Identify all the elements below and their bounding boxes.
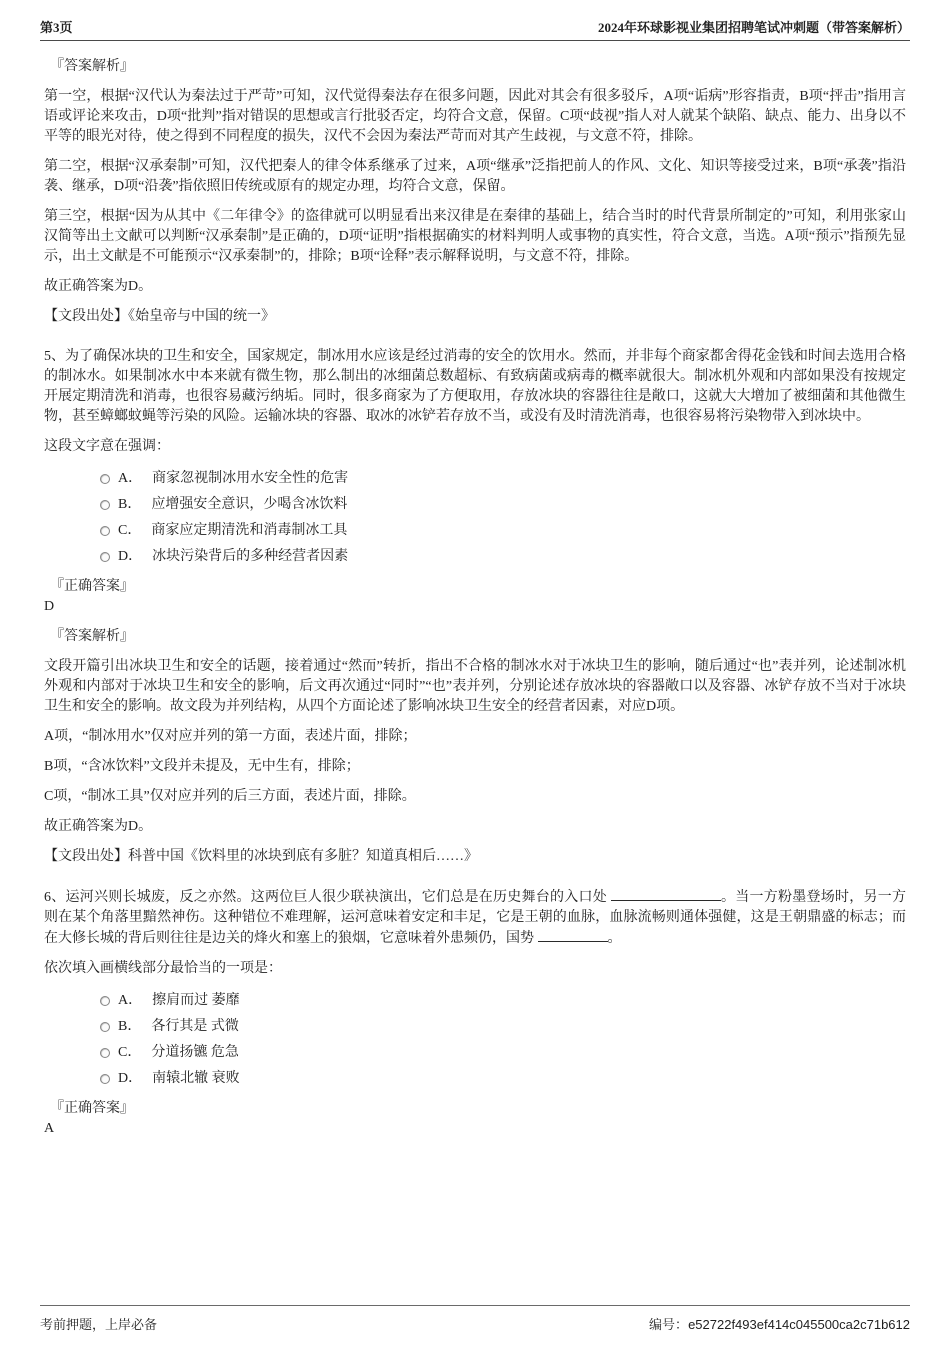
analysis-heading: 『答案解析』 xyxy=(50,59,134,74)
radio-button-icon[interactable] xyxy=(100,1074,110,1084)
question-5-prompt: 这段文字意在强调： xyxy=(44,439,170,454)
stem-text: 6、运河兴则长城废，反之亦然。这两位巨人很少联袂演出，它们总是在历史舞台的入口处 xyxy=(44,890,611,905)
option-label: B． xyxy=(118,497,142,512)
doc-id-value: e52722f493ef414c045500ca2c71b612 xyxy=(688,1317,910,1332)
footer-doc-id xyxy=(649,1314,910,1333)
option-note: C项，“制冰工具”仅对应并列的后三方面，表述片面，排除。 xyxy=(44,789,416,804)
radio-button-icon[interactable] xyxy=(100,1022,110,1032)
option-text: 冰块污染背后的多种经营者因素 xyxy=(152,549,349,564)
radio-button-icon[interactable] xyxy=(100,996,110,1006)
option-row-d[interactable] xyxy=(100,1069,906,1089)
option-row-b[interactable] xyxy=(100,495,906,515)
answer-conclusion: 故正确答案为D。 xyxy=(44,279,153,294)
analysis-paragraph: 文段开篇引出冰块卫生和安全的话题，接着通过“然而”转折，指出不合格的制冰水对于冰块卫生的影响，随后通过“也”表并列，论述制冰机外观和内部对于冰块卫生和安全的影响，后文再次通过“同时”“也”表并列，分别论述存放冰块的容器敞口以及容器、冰铲存放不当对于冰块卫生和安全的影响。故文段为并列结构，从四个方面论述了影响冰块卫生安全的经营者因素，对应D项。 xyxy=(44,659,906,714)
option-label: B． xyxy=(118,1019,142,1034)
option-label: A． xyxy=(118,471,143,486)
analysis-paragraph: 第一空，根据“汉代认为秦法过于严苛”可知，汉代觉得秦法存在很多问题，因此对其会有很多驳斥，A项“诟病”形容指责，B项“抨击”指用言语或评论来攻击，D项“批判”指对错误的思想或言行批驳否定，均符合文意，保留。C项“歧视”指人对人就某个缺陷、缺点、能力、出身以不平等的眼光对待，使之得到不同程度的损失，汉代不会因为秦法严苛而对其产生歧视，与文意不符，排除。 xyxy=(44,89,906,144)
radio-button-icon[interactable] xyxy=(100,474,110,484)
option-row-b[interactable] xyxy=(100,1017,906,1037)
correct-answer-value: D xyxy=(44,599,55,614)
radio-button-icon[interactable] xyxy=(100,552,110,562)
option-text: 各行其是 式微 xyxy=(151,1019,239,1034)
radio-button-icon[interactable] xyxy=(100,526,110,536)
doc-id-label: 编号： xyxy=(649,1317,689,1332)
stem-text: 。当一方粉墨登场时，另一方则在某个角落里黯然神伤。这种错位不难理解，运河意味着安定和丰足，它是王朝的血脉，血脉流畅则通体强健，这是王朝鼎盛的标志；而在大修长城的背后则往往是边关的烽火和塞上的狼烟，它意味着外患频仍，国势 xyxy=(44,890,906,946)
source-reference: 【文段出处】《始皇帝与中国的统一》 xyxy=(44,309,275,324)
question-6-prompt: 依次填入画横线部分最恰当的一项是： xyxy=(44,961,282,976)
document-title: 2024年环球影视业集团招聘笔试冲刺题（带答案解析） xyxy=(597,20,910,35)
analysis-paragraph: 第二空，根据“汉承秦制”可知，汉代把秦人的律令体系继承了过来，A项“继承”泛指把前人的作风、文化、知识等接受过来，B项“承袭”指沿袭、继承，D项“沿袭”指依照旧传统或原有的规定办理，均符合文意，保留。 xyxy=(44,159,906,194)
analysis-paragraph: 第三空，根据“因为从其中《二年律令》的盗律就可以明显看出来汉律是在秦律的基础上，结合当时的时代背景所制定的”可知，利用张家山汉简等出土文献可以判断“汉承秦制”是正确的，D项“证明”指根据确实的材料判明人或事物的真实性，符合文意，当选。A项“预示”指预先显示，出土文献是不可能预示“汉承秦制”的，排除；B项“诠释”表示解释说明，与文意不符，排除。 xyxy=(44,209,906,264)
page-footer xyxy=(40,1305,910,1333)
option-text: 商家忽视制冰用水安全性的危害 xyxy=(152,471,349,486)
question-6-options xyxy=(44,991,906,1089)
question-6-stem xyxy=(44,887,906,949)
page-content xyxy=(0,41,950,1139)
page-header xyxy=(40,0,910,41)
answer-conclusion: 故正确答案为D。 xyxy=(44,819,153,834)
correct-answer-value: A xyxy=(44,1121,55,1136)
option-note: A项，“制冰用水”仅对应并列的第一方面，表述片面，排除； xyxy=(44,729,417,744)
option-text: 擦肩而过 萎靡 xyxy=(152,993,240,1008)
correct-answer-heading: 『正确答案』 xyxy=(50,579,134,594)
option-row-c[interactable] xyxy=(100,1043,906,1063)
analysis-heading: 『答案解析』 xyxy=(50,629,134,644)
option-text: 商家应定期清洗和消毒制冰工具 xyxy=(151,523,348,538)
footer-slogan: 考前押题，上岸必备 xyxy=(40,1317,158,1332)
option-row-a[interactable] xyxy=(100,469,906,489)
option-label: C． xyxy=(118,1045,142,1060)
question-5-stem: 5、为了确保冰块的卫生和安全，国家规定，制冰用水应该是经过消毒的安全的饮用水。然而，并非每个商家都舍得花金钱和时间去选用合格的制冰水。如果制冰水中本来就有微生物，那么制出的冰细菌总数超标、有致病菌或病毒的概率就很大。制冰机外观和内部如果没有按规定开展定期清洗和消毒，也很容易藏污纳垢。同时，很多商家为了方便取用，存放冰块的容器往往是敞口，这就大大增加了被细菌和其他微生物，甚至蟑螂蚊蝇等污染的风险。运输冰块的容器、取冰的冰铲若存放不当，或没有及时清洗消毒，也很容易将污染物带入到冰块中。 xyxy=(44,349,906,424)
option-label: C． xyxy=(118,523,142,538)
source-reference: 【文段出处】科普中国《饮料里的冰块到底有多脏？知道真相后……》 xyxy=(44,849,478,864)
option-label: A． xyxy=(118,993,143,1008)
radio-button-icon[interactable] xyxy=(100,500,110,510)
blank-underline-2 xyxy=(538,928,608,942)
correct-answer-heading: 『正确答案』 xyxy=(50,1101,134,1116)
radio-button-icon[interactable] xyxy=(100,1048,110,1058)
question-5-options xyxy=(44,469,906,567)
option-row-c[interactable] xyxy=(100,521,906,541)
option-text: 应增强安全意识，少喝含冰饮料 xyxy=(151,497,348,512)
option-label: D． xyxy=(118,1071,143,1086)
option-text: 南辕北辙 衰败 xyxy=(152,1071,240,1086)
option-text: 分道扬镳 危急 xyxy=(151,1045,239,1060)
page-number: 第3页 xyxy=(40,20,73,35)
blank-underline-1 xyxy=(611,887,721,901)
option-row-d[interactable] xyxy=(100,547,906,567)
option-label: D． xyxy=(118,549,143,564)
option-row-a[interactable] xyxy=(100,991,906,1011)
option-note: B项，“含冰饮料”文段并未提及，无中生有，排除； xyxy=(44,759,360,774)
stem-text: 。 xyxy=(607,931,622,946)
